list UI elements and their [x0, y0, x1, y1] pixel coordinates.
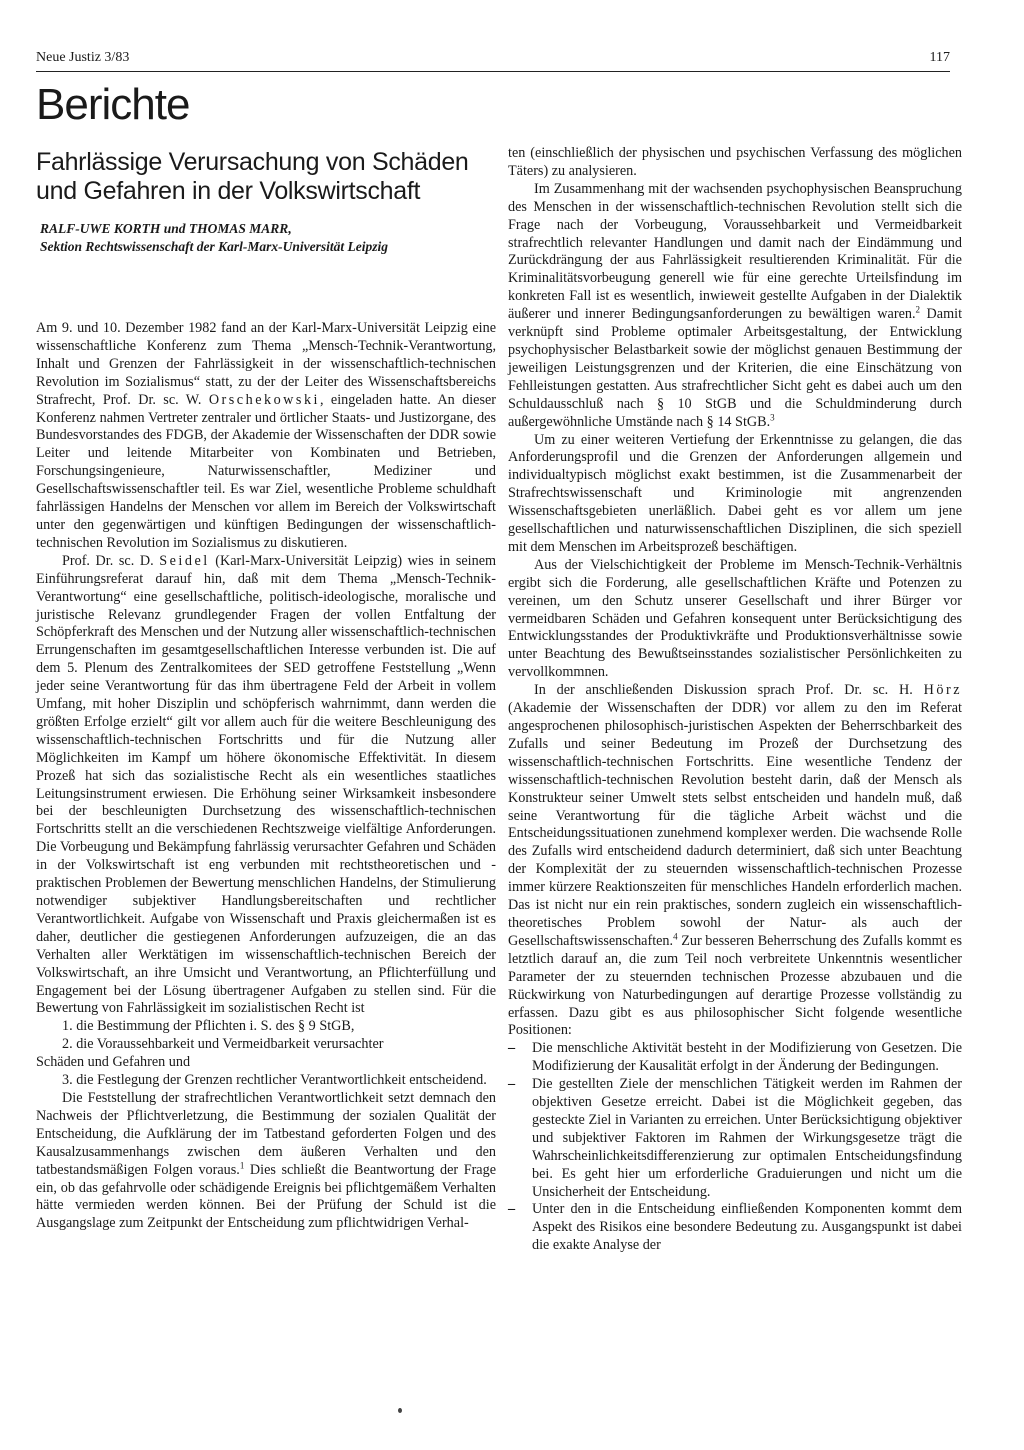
list-item: Schäden und Gefahren und: [36, 1054, 191, 1071]
list-item: – Die menschliche Aktivität besteht in der Modifizierung von Gesetzen. Die Modifizierung der Kausalität erfolgt in der Änderung der Bedingungen.: [508, 1040, 962, 1076]
paragraph: In der anschließenden Diskussion sprach Prof. Dr. sc. H. Hörz (Akademie der Wissenschaften der DDR) vor allem zu den im Referat angesprochenen philosophisch-juristischen Aspekten der Beherrschbarkeit des Zufalls und seiner Bedeutung im Prozeß der Durchsetzung des wissenschaftlich-technischen Fortschritts. Eine wesentliche Tendenz der wissenschaftlich-technischen Revolution besteht darin, daß der Mensch als Konstrukteur seiner Umwelt stets selbst entscheiden und handeln muß, daß seine Verantwortung für die tägliche Arbeit wächst und die Entscheidungssituationen zunehmend komplexer werden. Die wachsende Rolle des Zufalls wird entscheidend dadurch determiniert, daß sich unter Beachtung der Komplexität der zu steuernden wissenschaftlich-technischen Prozesse immer kürzere Reaktionszeiten für menschliches Handeln erforderlich machen. Das ist nicht nur ein rein praktisches, sondern zugleich ein wissenschaftlich-theoretisches Problem sowohl der Natur- als auch der Gesellschaftswissenschaften.$^4$ Zur besseren Beherrschung des Zufalls kommt es letztlich darauf an, die zum Teil noch verbreitete Unkenntnis wesentlicher Parameter der zu steuernden technischen Prozesse abzubauen und die Rückwirkung von Naturbedingungen auf derartige Prozesse vollständig zu erfassen. Dazu gibt es aus philosophischer Sicht folgende wesentliche Positionen:: [508, 682, 963, 1039]
list-item: 2. die Voraussehbarkeit und Vermeidbarkeit verursachter: [62, 1036, 384, 1053]
footnote-ref: 4: [673, 931, 678, 942]
list-item: 3. die Festlegung der Grenzen rechtlicher Verantwortlichkeit entscheidend.: [62, 1072, 487, 1089]
journal-issue: Neue Justiz 3/83: [36, 50, 130, 65]
footnote-ref: 2: [915, 304, 921, 315]
running-head: [36, 50, 950, 72]
footnote-ref: 1: [239, 1159, 245, 1170]
paragraph: Aus der Vielschichtigkeit der Probleme im Mensch-Technik-Verhältnis ergibt sich die Forderung, alle gesellschaftlichen Kräfte und Potenzen zu vereinen, um den Schutz unserer Gesellschaft und ihrer Bürger vor vermeidbaren Schäden und Gefahren konsequent unter Berücksichtigung des Entwicklungsstandes der Produktivkräfte und Produktionsverhältnisse sowie unter Beachtung des Bewußtseinsstandes sozialistischer Persönlichkeiten zu vervollkommnen.: [508, 556, 962, 681]
list-item: 1. die Bestimmung der Pflichten i. S. des § 9 StGB,: [62, 1018, 355, 1035]
paragraph: Am 9. und 10. Dezember 1982 fand an der Karl-Marx-Universität Leipzig eine wissenschaftliche Konferenz zum Thema „Mensch-Technik-Verantwortung, Inhalt und Grenzen der Fahrlässigkeit in der wissenschaftlich-technischen Revolution im Sozialismus“ statt, zu der der Leiter des Wissenschaftsbereichs Strafrecht, Prof. Dr. sc. W. Orschekowski, eingeladen hatte. An dieser Konferenz nahmen Vertreter zentraler und örtlicher Staats- und Justizorgane, des Bundesvorstandes des FDGB, der Akademie der Wissenschaften der DDR sowie Leiter und leitende Mitarbeiter von Kombinaten und Betrieben, Forschungsingenieure, Naturwissenschaftler, Mediziner und Gesellschaftswissenschaftler teil. Es war Ziel, wesentliche Probleme schuldhaft fahrlässigen Handelns der Menschen vor allem im Bereich der Volkswirtschaft unter den gegenwärtigen und künftigen Bedingungen der wissenschaftlich-technischen Revolution im Sozialismus zu diskutieren.: [36, 320, 497, 551]
paragraph: Im Zusammenhang mit der wachsenden psychophysischen Beanspruchung des Menschen in der wissenschaftlich-technischen Revolution stellt sich die Frage nach der Vorbeugung, Voraussehbarkeit und Vermeidbarkeit strafrechtlich relevanter Handlungen und damit nach der Eindämmung und Zurückdrängung der aus Fahrlässigkeit resultierenden Kriminalität. Für die Kriminalitätsvorbeugung generell wie für eine gerechte Urteilsfindung im konkreten Fall ist es wesentlich, inwieweit gestellte Aufgaben in der Dialektik äußerer und innerer Bedingungsanforderungen zu bewältigen waren.$^2$ Damit verknüpft sind Probleme optimaler Arbeitsgestaltung, der Entwicklung psychophysischer Belastbarkeit sowie der möglichst genauen Bestimmung der jeweiligen Leistungsgrenzen und der Kriterien, die eine Einschätzung von Fehlleistungen gestatten. Aus strafrechtlicher Sicht geht es dabei auch um den Schuldausschluß nach § 10 StGB und die Schuldminderung durch außergewöhnliche Umstände nach § 14 StGB.$^3$: [508, 180, 963, 430]
print-mark: [398, 1408, 402, 1413]
person-name: Orschekowski: [208, 391, 320, 408]
article-authors: RALF-UWE KORTH und THOMAS MARR,: [40, 221, 292, 236]
paragraph: Die Feststellung der strafrechtlichen Verantwortlichkeit setzt demnach den Nachweis der Pflichtverletzung, die Bestimmung der sozialen Qualität der Entscheidung, die Aufklärung der im Tatbestand geforderten Folgen und des Kausalzusammenhangs zwischen dem äußeren Verhalten und den tatbestandsmäßigen Folgen voraus.$^1$ Dies schließt die Beantwortung der Frage ein, ob das gefahrvolle oder schädigende Ereignis bei pflichtgemäßem Verhalten hätte vermieden werden können. Bei der Prüfung der Schuld ist die Ausgangslage zum Zeitpunkt der Entscheidung zum pflichtwidrigen Verhal-: [36, 1089, 496, 1232]
person-name: Seidel: [159, 552, 210, 569]
article-affiliation: Sektion Rechtswissenschaft der Karl-Marx-Universität Leipzig: [40, 239, 389, 254]
right-column: [508, 145, 962, 1255]
section-title: Berichte: [36, 80, 190, 129]
left-column: [36, 148, 496, 1233]
footnote-ref: 3: [770, 411, 775, 422]
paragraph: ten (einschließlich der physischen und psychischen Verfassung des möglichen Täters) zu analysieren.: [508, 145, 962, 179]
list-item: – Die gestellten Ziele der menschlichen Tätigkeit werden im Rahmen der objektiven Gesetze erreicht. Dabei ist die Möglichkeit gegeben, das gesteckte Ziel in Varianten zu erreichen. Unter Berücksichtigung objektiver und subjektiver Faktoren im Rahmen der Wirkungsgesetze trägt die Wahrscheinlichkeitsdifferenzierung zur optimalen Entscheidungsfindung bei. Es geht hier um erforderliche Graduierungen und nicht um die Unsicherheit der Entscheidung.: [508, 1076, 962, 1201]
criteria-list: [36, 1018, 496, 1090]
paragraph: Prof. Dr. sc. D. Seidel (Karl-Marx-Universität Leipzig) wies in seinem Einführungsreferat darauf hin, daß mit dem Thema „Mensch-Technik-Verantwortung“ eine gesellschaftliche, politisch-ideologische, moralische und juristische Relevanz grundlegender Fragen der vollen Entfaltung der Schöpferkraft des Menschen und der Nutzung aller wissenschaftlich-technischen Errungenschaften im gesamtgesellschaftlichen Interesse verbunden ist. Die auf dem 5. Plenum des Zentralkomitees der SED getroffene Feststellung „Wenn jeder seine Verantwortung für das ihm übertragene Feld der Arbeit in vollem Umfang, mit hoher Disziplin und schöpferisch wahrnimmt, dann werden die größten Erfolge erzielt“ gilt vor allem auch für die weitere Beschleunigung des wissenschaftlich-technischen Fortschritts und für die Nutzung aller Möglichkeiten im Kampf um höhere ökonomische Effektivität. In diesem Prozeß hat sich das sozialistische Recht als ein wesentliches staatliches Leitungsinstrument erwiesen. Die Erhöhung seiner Wirksamkeit insbesondere bei der beschleunigten Durchsetzung des wissenschaftlich-technischen Fortschritts stellt an die verschiedenen Rechtszweige vielfältige Anforderungen. Die Vorbeugung und Bekämpfung fahrlässig verursachter Gefahren und Schäden in der Volkswirtschaft ist eng verbunden mit rechtstheoretischen und -praktischen Problemen der Bewertung menschlichen Handelns, der Stimulierung notwendiger subjektiver Handlungsbereitschaften und rechtlicher Verantwortlichkeit. Aufgabe von Wissenschaft und Praxis gleichermaßen ist es daher, deutlicher die gestiegenen Anforderungen aufzuzeigen, die an das Verhalten aller Werktätigen im wissenschaftlich-technischen Bereich der Volkswirtschaft, an ihre Umsicht und Verantwortung, an Pflichterfüllung und Engagement bei der Lösung übertragener Aufgaben zu stellen sind. Für die Bewertung von Fahrlässigkeit im sozialistischen Recht ist: [36, 552, 497, 1017]
article-byline: [40, 220, 496, 256]
positions-list: [508, 1040, 962, 1255]
article-title: Fahrlässige Verursachung von Schäden und Gefahren in der Volkswirtschaft: [36, 148, 469, 205]
paragraph: Um zu einer weiteren Vertiefung der Erkenntnisse zu gelangen, die das Anforderungsprofil und die Grenzen der Anforderungen allgemein und individualtypisch möglichst exakt bestimmen, ist die Zusammenarbeit der Strafrechtswissenschaft und Kriminologie mit angrenzenden Wissenschaftsgebieten unerläßlich. Dabei geht es vor allem um jene gesellschaftlichen und naturwissenschaftlichen Disziplinen, die sich speziell mit dem Menschen im Arbeitsprozeß beschäftigen.: [508, 431, 962, 555]
list-item: – Unter den in die Entscheidung einfließenden Komponenten kommt dem Aspekt des Risikos eine besondere Bedeutung zu. Ausgangspunkt ist dabei die exakte Analyse der: [508, 1201, 962, 1255]
page-number: 117: [929, 50, 950, 65]
person-name: Hörz: [923, 682, 962, 699]
